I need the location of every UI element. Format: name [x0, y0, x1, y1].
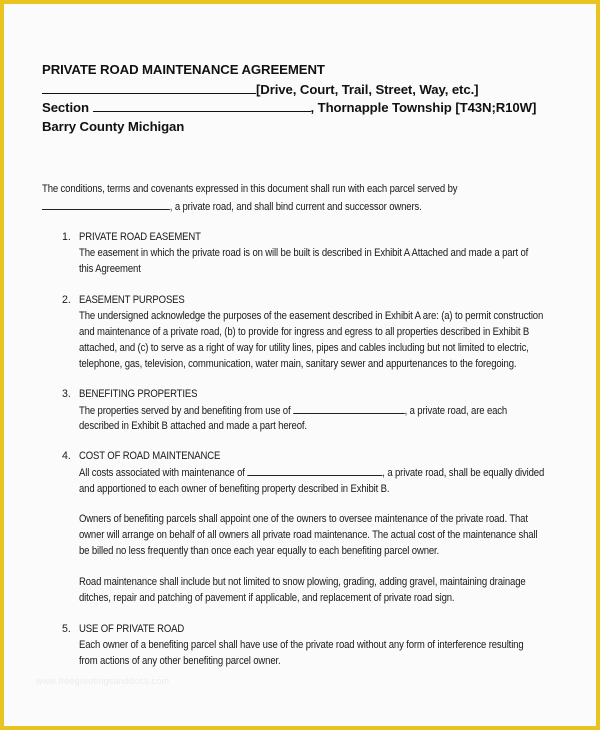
section-1-heading: PRIVATE ROAD EASEMENT — [79, 231, 201, 243]
township-text: , Thornapple Township [T43N;R10W] — [310, 100, 537, 115]
section-1-number: 1. — [62, 231, 71, 243]
section-4-text: All costs associated with maintenance of , a private road, shall be equally divided — [79, 467, 545, 479]
section-4-heading: COST OF ROAD MAINTENANCE — [79, 450, 221, 462]
section-line — [42, 99, 536, 115]
section-5-heading: USE OF PRIVATE ROAD — [79, 623, 185, 635]
intro-road-blank[interactable] — [42, 200, 170, 210]
section-4-para3: ditches, repair and patching of pavement if applicable, and replacement of private road sign. — [79, 592, 455, 604]
section-4-text: and apportioned to each owner of benefiting property described in Exhibit B. — [79, 483, 390, 495]
section-4-para2: Owners of benefiting parcels shall appoint one of the owners to oversee maintenance of the private road. That — [79, 513, 528, 525]
document-title: PRIVATE ROAD MAINTENANCE AGREEMENT — [42, 62, 325, 77]
section-3-text: described in Exhibit B attached and made a part hereof. — [79, 420, 307, 432]
section-2-text: The undersigned acknowledge the purposes of the easement described in Exhibit A are: (a) to permit construction — [79, 310, 544, 322]
maintenance-road-blank[interactable] — [247, 466, 382, 476]
section-1-text: this Agreement — [79, 263, 141, 275]
section-5-number: 5. — [62, 623, 71, 635]
section-4-para2: be billed no less frequently than once each year equally to each benefiting parcel owner. — [79, 545, 440, 557]
section-4-para3: Road maintenance shall include but not limited to snow plowing, grading, adding gravel, maintaining drainage — [79, 576, 526, 588]
road-name-blank[interactable] — [42, 81, 256, 94]
county-line: Barry County Michigan — [42, 119, 185, 134]
section-4-para2: owner will arrange on behalf of all owners all private road maintenance. The actual cost of the maintenance shall — [79, 529, 538, 541]
section-3-heading: BENEFITING PROPERTIES — [79, 388, 198, 400]
section-2-heading: EASEMENT PURPOSES — [79, 294, 185, 306]
road-name-line — [42, 81, 478, 97]
benefit-road-blank[interactable] — [293, 404, 405, 414]
section-2-text: attached, and (c) to serve as a right of way for utility lines, pipes and cables including but not limited to electric, — [79, 342, 529, 354]
section-label: Section — [42, 100, 89, 115]
watermark: www.freegreetingsanddocs.com — [36, 676, 170, 686]
section-3-text: The properties served by and benefiting from use of , a private road, are each — [79, 405, 508, 417]
intro-line-1: The conditions, terms and covenants expressed in this document shall run with each parcel served by — [42, 183, 458, 195]
section-4-number: 4. — [62, 450, 71, 462]
section-5-text: Each owner of a benefiting parcel shall have use of the private road without any form of interference resulting — [79, 639, 524, 651]
intro-line-2: , a private road, and shall bind current and successor owners. — [42, 200, 422, 213]
section-3-number: 3. — [62, 388, 71, 400]
road-type-options: [Drive, Court, Trail, Street, Way, etc.] — [256, 82, 479, 97]
section-5-text: from actions of any other benefiting parcel owner. — [79, 655, 281, 667]
section-2-number: 2. — [62, 294, 71, 306]
section-blank[interactable] — [93, 99, 311, 112]
section-2-text: and maintenance of a private road, (b) to provide for ingress and egress to all properties described in Exhibit B — [79, 326, 530, 338]
section-2-text: telephone, gas, television, communication, water main, sanitary sewer and appurtenances to the foregoing. — [79, 358, 517, 370]
section-1-text: The easement in which the private road is on will be built is described in Exhibit A Attached and made a part of — [79, 247, 529, 259]
